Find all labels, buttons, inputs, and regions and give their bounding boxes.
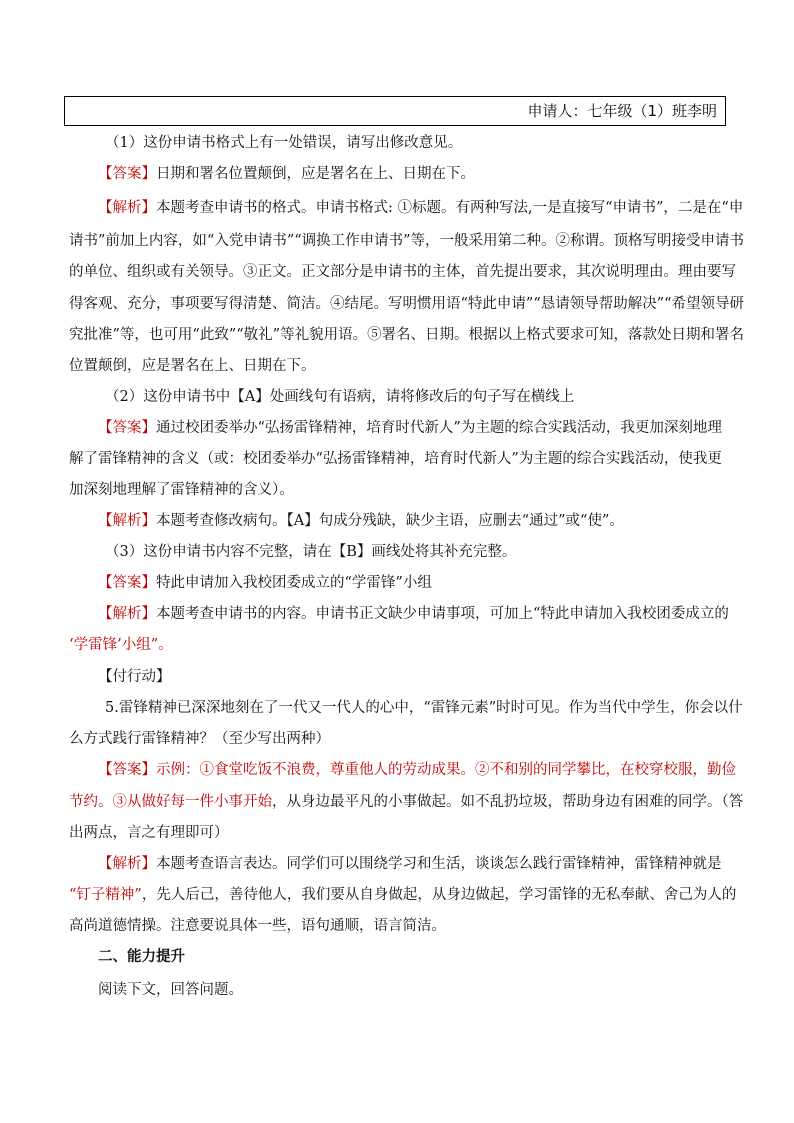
answer-5-line-1: 【答案】示例：①食堂吃饭不浪费，尊重他人的劳动成果。②不和别的同学攀比，在校穿校服，勤俭	[98, 762, 736, 778]
question-1: （1）这份申请书格式上有一处错误，请写出修改意见。	[105, 135, 463, 151]
question-2: （2）这份申请书中【A】处画线句有语病，请将修改后的句子写在横线上	[105, 389, 575, 405]
analysis-label: 【解析】	[98, 606, 156, 622]
answer-label: 【答案】	[98, 420, 156, 436]
analysis-1-line-1: 【解析】本题考查申请书的格式。申请书格式: ①标题。有两种写法,一是直接写“申请书”，二是在“申	[98, 200, 744, 216]
analysis-1-line-6: 位置颠倒，应是署名在上、日期在下。	[69, 358, 316, 374]
analysis-2: 【解析】本题考查修改病句。【A】句成分残缺，缺少主语，应删去“通过”或“使”。	[98, 513, 624, 529]
analysis-3-line-2: ‘学雷锋’小组”。	[69, 637, 173, 653]
answer-1	[98, 164, 475, 184]
question-5-line-1: 5.雷锋精神已深深地刻在了一代又一代人的心中，“雷锋元素”时时可见。作为当代中学生，你会以什	[105, 700, 743, 716]
section-two-heading: 二、能力提升	[98, 948, 185, 965]
analysis-5-line-2: “钉子精神”，先人后己，善待他人，我们要从自身做起，从身边做起，学习雷锋的无私奉献、舍己为人的	[69, 887, 737, 903]
question-3: （3）这份申请书内容不完整，请在【B】画线处将其补充完整。	[105, 544, 517, 560]
answer-label: 【答案】	[98, 166, 156, 182]
analysis-1-line-5: 究批准”等，也可用“此致”“敬礼”等礼貌用语。⑤署名、日期。根据以上格式要求可知，落款处日期和署名	[69, 327, 745, 343]
analysis-label: 【解析】	[98, 513, 156, 529]
analysis-1-line-4: 得客观、充分，事项要写得清楚、简洁。④结尾。写明惯用语“特此申请”“恳请领导帮助解决”“希望领导研	[69, 296, 745, 312]
analysis-3-line-1: 【解析】本题考查申请书的内容。申请书正文缺少申请事项，可加上“特此申请加入我校团委成立的	[98, 606, 729, 622]
applicant-signature-box	[64, 96, 726, 126]
analysis-label: 【解析】	[98, 856, 156, 872]
answer-3: 【答案】特此申请加入我校团委成立的“学雷锋”小组	[98, 575, 432, 591]
answer-label: 【答案】	[98, 575, 156, 591]
analysis-1-line-2: 请书”前加上内容，如“入党申请书”“调换工作申请书”等，一般采用第二种。②称谓。顶格写明接受申请书	[69, 233, 745, 249]
analysis-1-line-3: 的单位、组织或有关领导。③正文。正文部分是申请书的主体，首先提出要求，其次说明理由。理由要写	[69, 264, 736, 280]
applicant-signature-text: 申请人：七年级（1）班李明	[527, 102, 717, 120]
answer-label: 【答案】	[98, 762, 156, 778]
question-5-line-2: 么方式践行雷锋精神？（至少写出两种）	[69, 731, 330, 747]
read-prompt: 阅读下文，回答问题。	[98, 982, 243, 998]
answer-5-line-2: 节约。③从做好每一件小事开始，从身边最平凡的小事做起。如不乱扔垃圾，帮助身边有困难的同学。（答	[69, 794, 744, 810]
section-action-heading: 【付行动】	[98, 669, 171, 685]
answer-1-text: 日期和署名位置颠倒，应是署名在上、日期在下。	[156, 166, 475, 182]
answer-2-line-1: 【答案】通过校团委举办“弘扬雷锋精神，培育时代新人”为主题的综合实践活动，我更加深刻地理	[98, 420, 722, 436]
analysis-5-line-3: 高尚道德情操。注意要说具体一些，语句通顺，语言简洁。	[69, 918, 446, 934]
analysis-label: 【解析】	[98, 200, 156, 216]
answer-5-line-3: 出两点，言之有理即可）	[69, 825, 229, 841]
analysis-5-line-1: 【解析】本题考查语言表达。同学们可以围绕学习和生活，谈谈怎么践行雷锋精神，雷锋精神就是	[98, 856, 722, 872]
answer-2-line-3: 加深刻地理解了雷锋精神的含义）。	[69, 482, 294, 498]
answer-2-line-2: 解了雷锋精神的含义（或：校团委举办“弘扬雷锋精神，培育时代新人”为主题的综合实践活动，使我更	[69, 451, 722, 467]
